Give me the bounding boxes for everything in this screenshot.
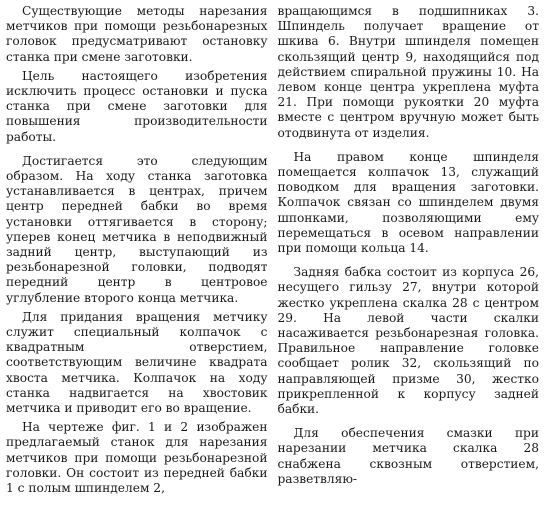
paragraph-rotation-cap: Для придания вращения метчику служит специальный колпачок с квадратным отверстием, соответствующим величине квадрата хвоста метчика. Колпачок на ходу станка надвигается на хвостовик метчика и приводит его во вращение. bbox=[6, 309, 268, 416]
paragraph-method: Достигается это следующим образом. На ходу станка заготовка устанавливается в центрах, причем центр передней бабки во время установки оттягивается в сторону; уперев конец метчика в неподвижный задний центр, выступающий из резьбонарезной головки, подводят передний центр в центровое углубление второго конца метчика. bbox=[6, 153, 268, 305]
paragraph-spindle: вращающимся в подшипниках 3. Шпиндель получает вращение от шкива 6. Внутри шпинделя помещен скользящий центр 9, находящийся под действием спиральной пружины 10. На левом конце центра укреплена муфта 21. При помощи рукоятки 20 муфта вместе с центром вручную может быть отодвинута от изделия. bbox=[277, 4, 539, 140]
paragraph-existing-methods: Существующие методы нарезания метчиков при помощи резьбонарезных головок предусматривают остановку станка при смене заготовки. bbox=[6, 4, 268, 64]
right-column bbox=[278, 4, 540, 519]
paragraph-drawing-description: На чертеже фиг. 1 и 2 изображен предлагаемый станок для нарезания метчиков при помощи резьбонарезной головки. Он состоит из передней бабки 1 с полым шпинделем 2, bbox=[6, 420, 268, 496]
paragraph-tailstock: Задняя бабка состоит из корпуса 26, несущего гильзу 27, внутри которой жестко укреплена скалка 28 с центром 29. На левой части скалки насаживается резьбонарезная головка. Правильное направление головке сообщает ролик 32, скользящий по направляющей призме 30, жестко прикрепленной к корпусу задней бабки. bbox=[277, 265, 539, 417]
left-column bbox=[6, 4, 268, 519]
paragraph-invention-goal: Цель настоящего изобретения исключить процесс остановки и пуска станка при смене заготовки для повышения производительности работы. bbox=[6, 68, 268, 144]
paragraph-lubrication: Для обеспечения смазки при нарезании метчика скалка 28 снабжена сквозным отверстием, разветвляю- bbox=[277, 426, 539, 486]
paragraph-cap: На правом конце шпинделя помещается колпачок 13, служащий поводком для вращения заготовки. Колпачок связан со шпинделем двумя шпонками, позволяющими ему перемещаться в осевом направлении при помощи кольца 14. bbox=[277, 149, 539, 256]
